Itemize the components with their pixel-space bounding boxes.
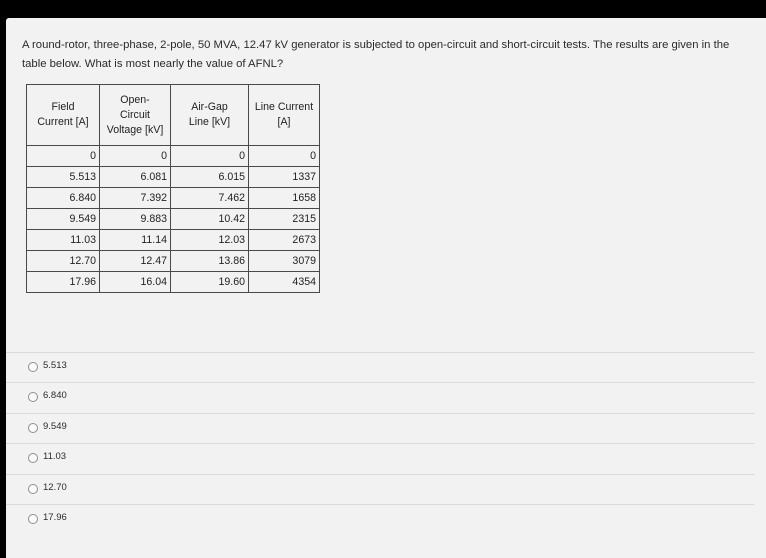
table-cell: 10.42 bbox=[171, 209, 249, 230]
table-cell: 11.14 bbox=[100, 230, 171, 251]
table-cell: 0 bbox=[100, 146, 171, 167]
option-label: 17.96 bbox=[43, 511, 67, 523]
table-cell: 1658 bbox=[249, 188, 320, 209]
header-line-current: Line Current [A] bbox=[249, 85, 320, 146]
table-row bbox=[27, 167, 320, 188]
header-open-circuit-voltage: Open- Circuit Voltage [kV] bbox=[100, 85, 171, 146]
table-cell: 6.840 bbox=[27, 188, 100, 209]
table-cell: 0 bbox=[27, 146, 100, 167]
option-label: 11.03 bbox=[43, 451, 67, 463]
table-cell: 11.03 bbox=[27, 230, 100, 251]
table-row bbox=[27, 272, 320, 293]
table-cell: 19.60 bbox=[171, 272, 249, 293]
table-cell: 1337 bbox=[249, 167, 320, 188]
table-row bbox=[27, 146, 320, 167]
answer-options bbox=[6, 352, 754, 534]
table-cell: 16.04 bbox=[100, 272, 171, 293]
header-field-current: Field Current [A] bbox=[27, 85, 100, 146]
table-cell: 13.86 bbox=[171, 251, 249, 272]
table-header-row bbox=[27, 85, 320, 146]
question-text: A round-rotor, three-phase, 2-pole, 50 MVA, 12.47 kV generator is subjected to open-circuit and short-circuit tests. The results are given in the table below. What is most nearly the value of AFNL? bbox=[22, 39, 730, 70]
radio-button[interactable] bbox=[28, 362, 38, 372]
header-air-gap-line: Air-Gap Line [kV] bbox=[171, 85, 249, 146]
radio-button[interactable] bbox=[28, 423, 38, 433]
radio-button[interactable] bbox=[28, 392, 38, 402]
option-label: 12.70 bbox=[43, 481, 67, 493]
radio-button[interactable] bbox=[28, 453, 38, 463]
answer-option[interactable] bbox=[6, 474, 754, 504]
question-card bbox=[6, 18, 766, 558]
answer-option[interactable] bbox=[6, 504, 754, 534]
table-row bbox=[27, 188, 320, 209]
table-cell: 7.392 bbox=[100, 188, 171, 209]
table-row bbox=[27, 230, 320, 251]
radio-button[interactable] bbox=[28, 484, 38, 494]
answer-option[interactable] bbox=[6, 443, 754, 473]
table-cell: 7.462 bbox=[171, 188, 249, 209]
test-results-table bbox=[26, 84, 320, 293]
table-cell: 2315 bbox=[249, 209, 320, 230]
table-cell: 12.47 bbox=[100, 251, 171, 272]
table-cell: 17.96 bbox=[27, 272, 100, 293]
table-cell: 12.03 bbox=[171, 230, 249, 251]
table-cell: 0 bbox=[249, 146, 320, 167]
table-cell: 5.513 bbox=[27, 167, 100, 188]
table-cell: 6.081 bbox=[100, 167, 171, 188]
table-cell: 3079 bbox=[249, 251, 320, 272]
answer-option[interactable] bbox=[6, 352, 754, 382]
answer-option[interactable] bbox=[6, 413, 754, 443]
table-cell: 9.883 bbox=[100, 209, 171, 230]
radio-button[interactable] bbox=[28, 514, 38, 524]
table-cell: 12.70 bbox=[27, 251, 100, 272]
option-label: 9.549 bbox=[43, 420, 67, 432]
table-cell: 0 bbox=[171, 146, 249, 167]
table-cell: 6.015 bbox=[171, 167, 249, 188]
table-cell: 4354 bbox=[249, 272, 320, 293]
answer-option[interactable] bbox=[6, 382, 754, 412]
table-cell: 9.549 bbox=[27, 209, 100, 230]
option-label: 5.513 bbox=[43, 360, 67, 371]
table-cell: 2673 bbox=[249, 230, 320, 251]
option-label: 6.840 bbox=[43, 390, 67, 402]
table-row bbox=[27, 251, 320, 272]
table-row bbox=[27, 209, 320, 230]
